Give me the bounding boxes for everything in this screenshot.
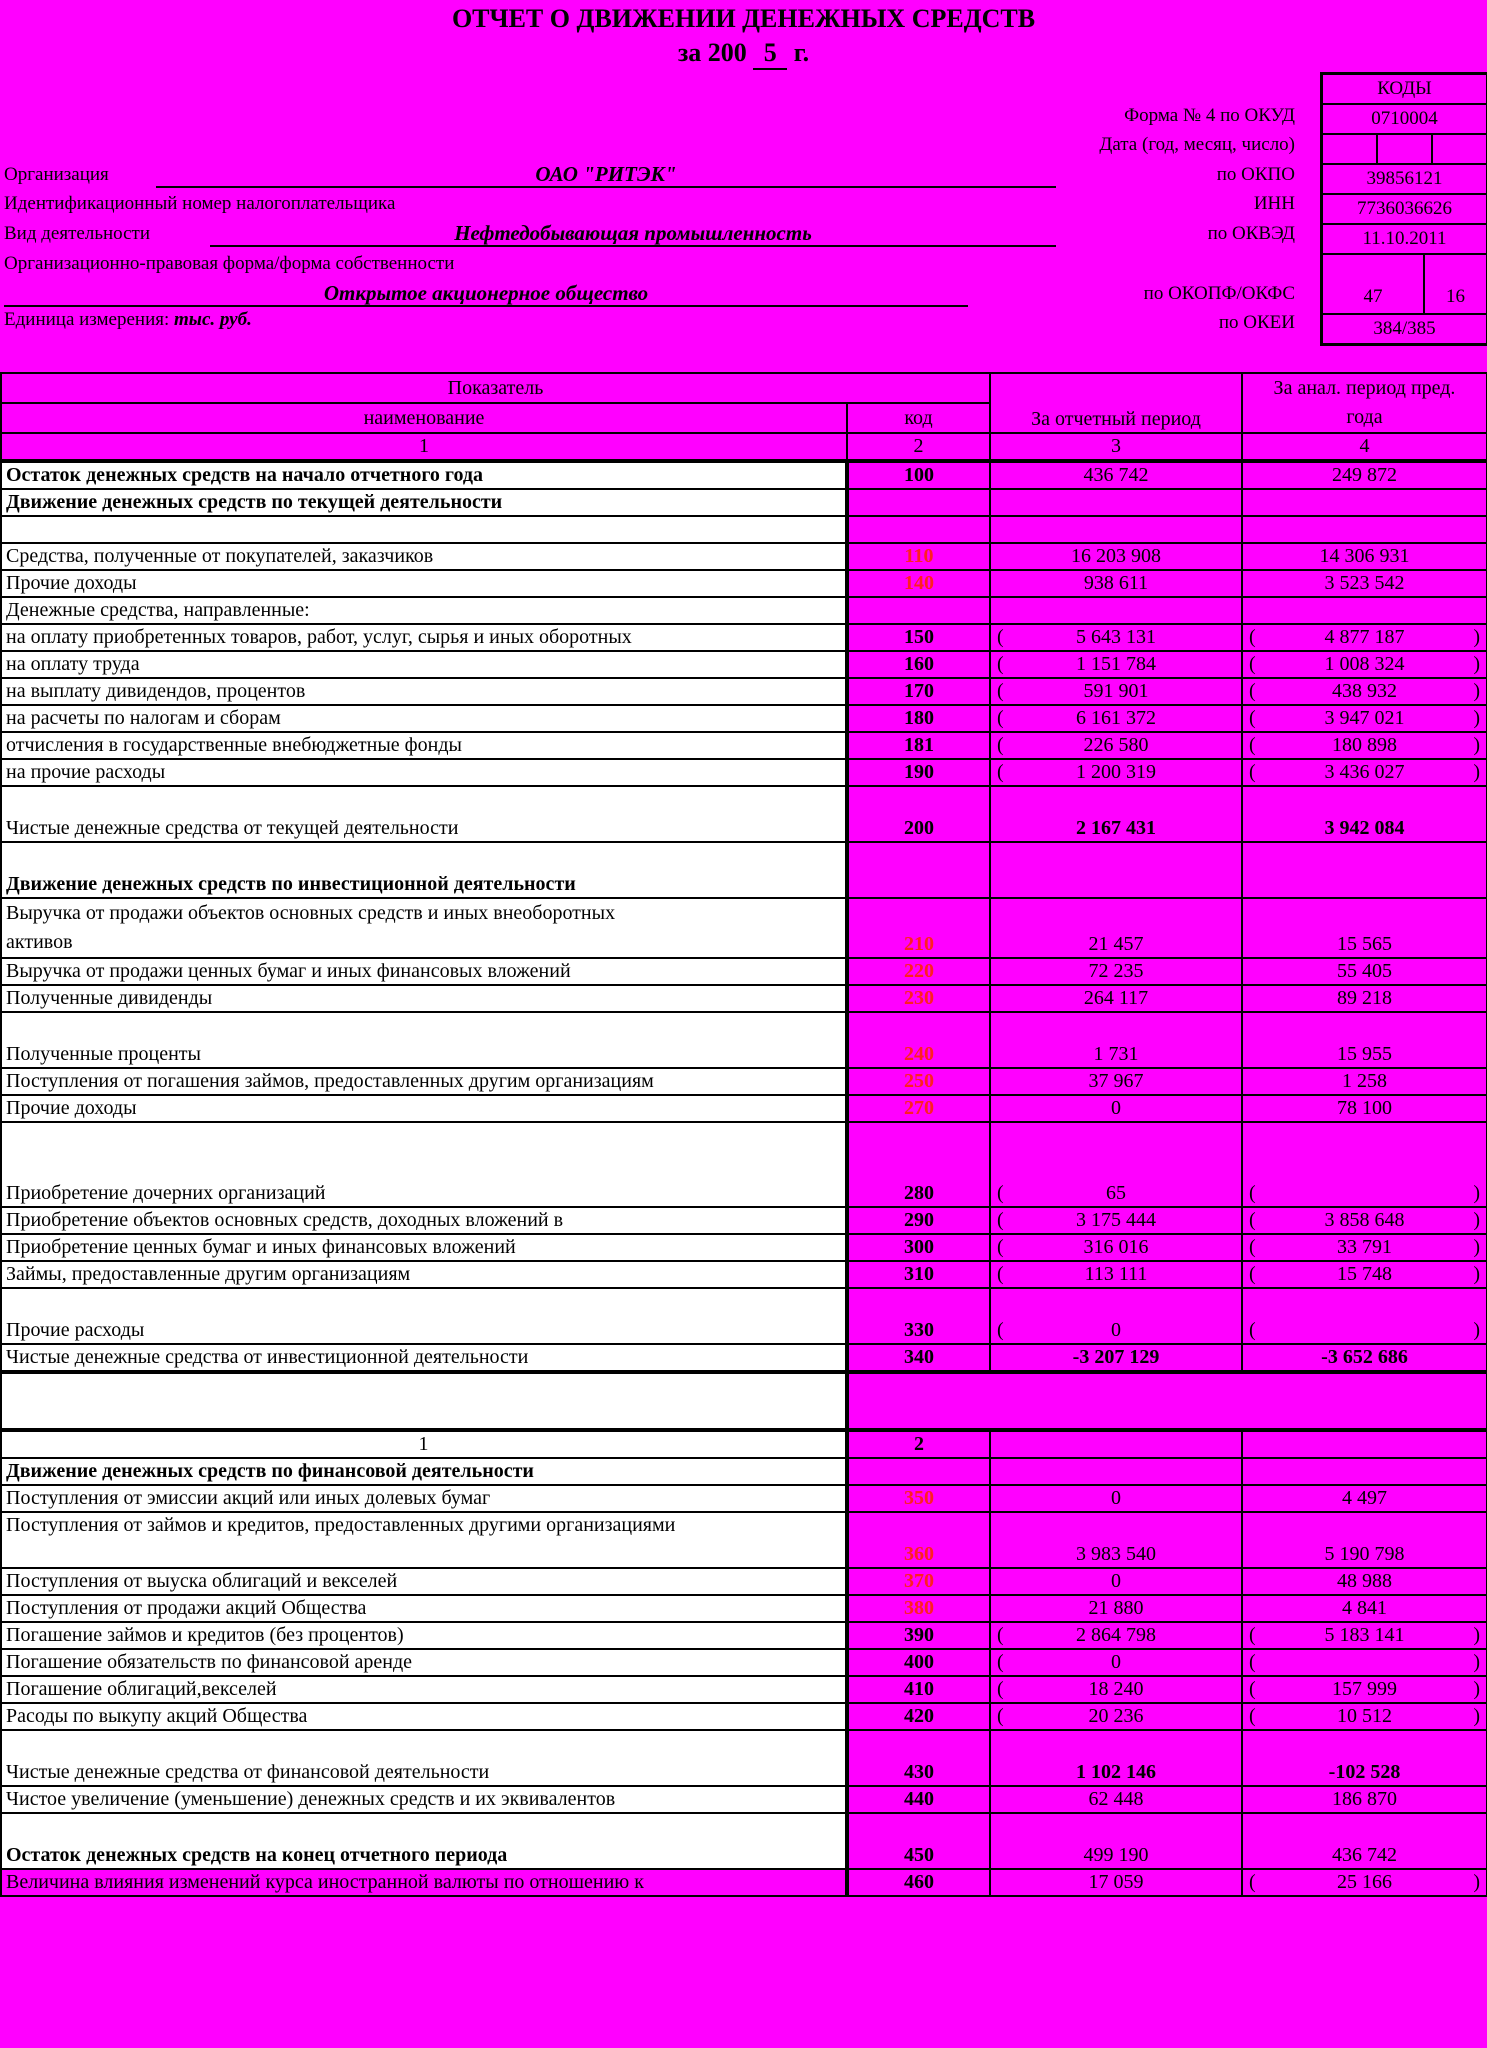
- row-current-value: 72 235: [990, 958, 1242, 985]
- row-previous-value: 3 947 021 ( ): [1242, 705, 1487, 732]
- inn-label: ИНН: [1253, 193, 1295, 214]
- table-row: [1, 1068, 1487, 1095]
- table-row: [1, 1207, 1487, 1234]
- row-num-3: [990, 1430, 1242, 1458]
- table-row: [1, 516, 1487, 543]
- table-row: [1, 624, 1487, 651]
- row-gap-right: [847, 1372, 1487, 1430]
- table-row: [1, 1458, 1487, 1485]
- row-name: Движение денежных средств по текущей деятельности: [1, 489, 847, 516]
- row-name: Займы, предоставленные другим организациям: [1, 1261, 847, 1288]
- row-code: 280: [847, 1122, 990, 1207]
- okud-label: Форма № 4 по ОКУД: [1124, 105, 1295, 126]
- row-name: Остаток денежных средств на начало отчетного года: [1, 461, 847, 489]
- row-current-value: [990, 489, 1242, 516]
- row-code: 430: [847, 1730, 990, 1786]
- row-current-value: 16 203 908: [990, 543, 1242, 570]
- table-row: [1, 461, 1487, 489]
- row-code: 400: [847, 1649, 990, 1676]
- row-name: на расчеты по налогам и сборам: [1, 705, 847, 732]
- row-code: 190: [847, 759, 990, 786]
- row-code: 240: [847, 1012, 990, 1068]
- row-current-value: 0: [990, 1485, 1242, 1512]
- row-name: на оплату труда: [1, 651, 847, 678]
- row-code: 450: [847, 1813, 990, 1869]
- row-previous-value: 15 955: [1242, 1012, 1487, 1068]
- row-current-value: 0 (: [990, 1288, 1242, 1344]
- row-current-value: 1 200 319 (: [990, 759, 1242, 786]
- table-row: [1, 570, 1487, 597]
- row-current-value: 65 (: [990, 1122, 1242, 1207]
- row-current-value: 62 448: [990, 1786, 1242, 1813]
- row-current-value: [990, 516, 1242, 543]
- row-name: Погашение займов и кредитов (без процентов): [1, 1622, 847, 1649]
- row-code: 250: [847, 1068, 990, 1095]
- row-previous-value: [1242, 842, 1487, 898]
- row-name: Полученные проценты: [1, 1012, 847, 1068]
- table-row: [1, 1703, 1487, 1730]
- row-current-value: 20 236 (: [990, 1703, 1242, 1730]
- row-previous-value: 180 898 ( ): [1242, 732, 1487, 759]
- row-name: отчисления в государственные внебюджетные фонды: [1, 732, 847, 759]
- table-row: [1, 842, 1487, 898]
- row-current-value: 499 190: [990, 1813, 1242, 1869]
- report-title: ОТЧЕТ О ДВИЖЕНИИ ДЕНЕЖНЫХ СРЕДСТВ: [451, 4, 1036, 33]
- row-previous-value: [1242, 1458, 1487, 1485]
- unit-label: Единица измерения: тыс. руб.: [4, 309, 252, 330]
- row-code: 180: [847, 705, 990, 732]
- row-previous-value: 15 748 ( ): [1242, 1261, 1487, 1288]
- row-code: 210: [847, 898, 990, 958]
- header-code: код: [847, 403, 990, 433]
- table-row: [1, 1430, 1487, 1458]
- row-name: Средства, полученные от покупателей, заказчиков: [1, 543, 847, 570]
- header-n3: 3: [990, 433, 1242, 461]
- row-name: Выручка от продажи объектов основных средств и иных внеоборотных активов: [1, 898, 847, 958]
- row-previous-value: 78 100: [1242, 1095, 1487, 1122]
- row-current-value: 316 016 (: [990, 1234, 1242, 1261]
- row-code: 140: [847, 570, 990, 597]
- row-previous-value: ( ): [1242, 1288, 1487, 1344]
- row-current-value: [990, 842, 1242, 898]
- row-name: Денежные средства, направленные:: [1, 597, 847, 624]
- table-row: [1, 1622, 1487, 1649]
- row-name: Расоды по выкупу акций Общества: [1, 1703, 847, 1730]
- row-num-1: 1: [1, 1430, 847, 1458]
- header-n2: 2: [847, 433, 990, 461]
- row-name: Движение денежных средств по финансовой деятельности: [1, 1458, 847, 1485]
- table-row: [1, 1261, 1487, 1288]
- table-row: [1, 1012, 1487, 1068]
- header-n1: 1: [1, 433, 847, 461]
- row-code: 160: [847, 651, 990, 678]
- okved-code: 11.10.2011: [1323, 225, 1486, 255]
- row-current-value: [990, 1458, 1242, 1485]
- row-current-value: 18 240 (: [990, 1676, 1242, 1703]
- row-code: 300: [847, 1234, 990, 1261]
- row-previous-value: 5 183 141 ( ): [1242, 1622, 1487, 1649]
- cash-flow-table: [0, 372, 1487, 1897]
- row-current-value: 0 (: [990, 1649, 1242, 1676]
- legal-form-value: Открытое акционерное общество: [4, 281, 968, 307]
- row-code: 410: [847, 1676, 990, 1703]
- row-current-value: 5 643 131 (: [990, 624, 1242, 651]
- report-period: за 200 5 г.: [0, 38, 1487, 70]
- row-code: 290: [847, 1207, 990, 1234]
- row-name: Поступления от займов и кредитов, предоставленных другими организациями: [1, 1512, 847, 1568]
- row-current-value: 6 161 372 (: [990, 705, 1242, 732]
- row-previous-value: 438 932 ( ): [1242, 678, 1487, 705]
- row-current-value: 591 901 (: [990, 678, 1242, 705]
- legal-form-label: Организационно-правовая форма/форма собственности: [4, 253, 455, 274]
- okved-label: по ОКВЭД: [1207, 223, 1295, 244]
- row-name: на прочие расходы: [1, 759, 847, 786]
- row-name: Приобретение объектов основных средств, доходных вложений в: [1, 1207, 847, 1234]
- table-row: [1, 705, 1487, 732]
- row-current-value: 21 457: [990, 898, 1242, 958]
- row-code: 310: [847, 1261, 990, 1288]
- row-current-value: -3 207 129: [990, 1344, 1242, 1372]
- row-code: 150: [847, 624, 990, 651]
- row-name: Прочие расходы: [1, 1288, 847, 1344]
- row-code: 460: [847, 1869, 990, 1896]
- row-previous-value: 48 988: [1242, 1568, 1487, 1595]
- row-current-value: 0: [990, 1095, 1242, 1122]
- table-row: [1, 1485, 1487, 1512]
- table-row: [1, 958, 1487, 985]
- row-current-value: 2 864 798 (: [990, 1622, 1242, 1649]
- row-code: 390: [847, 1622, 990, 1649]
- row-previous-value: 89 218: [1242, 985, 1487, 1012]
- row-name: Прочие доходы: [1, 570, 847, 597]
- row-previous-value: 3 436 027 ( ): [1242, 759, 1487, 786]
- table-row: [1, 597, 1487, 624]
- row-code: 110: [847, 543, 990, 570]
- row-previous-value: 249 872: [1242, 461, 1487, 489]
- row-current-value: 0: [990, 1568, 1242, 1595]
- row-name: Прочие доходы: [1, 1095, 847, 1122]
- org-label: Организация: [4, 164, 109, 185]
- row-code: 181: [847, 732, 990, 759]
- row-previous-value: 436 742: [1242, 1813, 1487, 1869]
- row-previous-value: 4 877 187 ( ): [1242, 624, 1487, 651]
- row-name: Поступления от эмиссии акций или иных долевых бумаг: [1, 1485, 847, 1512]
- row-previous-value: ( ): [1242, 1649, 1487, 1676]
- table-row: [1, 1730, 1487, 1786]
- row-name: Поступления от выуска облигаций и векселей: [1, 1568, 847, 1595]
- okei-label: по ОКЕИ: [1218, 312, 1295, 333]
- row-previous-value: 3 942 084: [1242, 786, 1487, 842]
- date-code: [1323, 135, 1486, 165]
- row-previous-value: [1242, 597, 1487, 624]
- row-previous-value: 33 791 ( ): [1242, 1234, 1487, 1261]
- row-previous-value: 4 841: [1242, 1595, 1487, 1622]
- row-name: [1, 516, 847, 543]
- row-name: на оплату приобретенных товаров, работ, услуг, сырья и иных оборотных: [1, 624, 847, 651]
- row-code: 170: [847, 678, 990, 705]
- row-current-value: 1 151 784 (: [990, 651, 1242, 678]
- row-code: 330: [847, 1288, 990, 1344]
- row-gap: [1, 1372, 847, 1430]
- row-previous-value: 1 008 324 ( ): [1242, 651, 1487, 678]
- row-num-2: 2: [847, 1430, 990, 1458]
- header-previous: За анал. период пред. года: [1242, 373, 1487, 433]
- row-current-value: 1 731: [990, 1012, 1242, 1068]
- row-current-value: 436 742: [990, 461, 1242, 489]
- inn-code: 7736036626: [1323, 195, 1486, 225]
- okei-code: 384/385: [1373, 318, 1436, 339]
- row-name: Полученные дивиденды: [1, 985, 847, 1012]
- row-code: 380: [847, 1595, 990, 1622]
- row-previous-value: -102 528: [1242, 1730, 1487, 1786]
- row-code: 420: [847, 1703, 990, 1730]
- row-name: Остаток денежных средств на конец отчетного периода: [1, 1813, 847, 1869]
- row-current-value: [990, 597, 1242, 624]
- row-current-value: 226 580 (: [990, 732, 1242, 759]
- row-previous-value: 3 858 648 ( ): [1242, 1207, 1487, 1234]
- row-current-value: 2 167 431: [990, 786, 1242, 842]
- row-previous-value: 14 306 931: [1242, 543, 1487, 570]
- okopf-label: по ОКОПФ/ОКФС: [1143, 283, 1295, 304]
- table-row: [1, 543, 1487, 570]
- row-name: Величина влияния изменений курса иностранной валюты по отношению к: [1, 1869, 847, 1896]
- table-row: [1, 1786, 1487, 1813]
- row-code: 230: [847, 985, 990, 1012]
- row-previous-value: 186 870: [1242, 1786, 1487, 1813]
- row-name: Чистые денежные средства от текущей деятельности: [1, 786, 847, 842]
- row-previous-value: 157 999 ( ): [1242, 1676, 1487, 1703]
- row-current-value: 37 967: [990, 1068, 1242, 1095]
- row-previous-value: [1242, 516, 1487, 543]
- row-name: Погашение облигаций,векселей: [1, 1676, 847, 1703]
- row-previous-value: 15 565: [1242, 898, 1487, 958]
- codes-header: КОДЫ: [1323, 75, 1486, 105]
- row-previous-value: 55 405: [1242, 958, 1487, 985]
- row-previous-value: 4 497: [1242, 1485, 1487, 1512]
- row-code: [847, 516, 990, 543]
- row-code: 200: [847, 786, 990, 842]
- row-current-value: 264 117: [990, 985, 1242, 1012]
- row-current-value: 3 175 444 (: [990, 1207, 1242, 1234]
- row-current-value: 17 059: [990, 1869, 1242, 1896]
- header-current: За отчетный период: [990, 373, 1242, 433]
- okopf-okfs-code: 47 16: [1323, 255, 1486, 315]
- row-name: Чистые денежные средства от финансовой деятельности: [1, 1730, 847, 1786]
- table-row: [1, 1869, 1487, 1896]
- row-code: [847, 1458, 990, 1485]
- table-row: [1, 651, 1487, 678]
- row-code: [847, 489, 990, 516]
- row-name: Поступления от погашения займов, предоставленных другим организациям: [1, 1068, 847, 1095]
- row-name: Приобретение ценных бумаг и иных финансовых вложений: [1, 1234, 847, 1261]
- table-row: [1, 786, 1487, 842]
- table-row: [1, 1288, 1487, 1344]
- okpo-code: 39856121: [1323, 165, 1486, 195]
- table-row: [1, 1676, 1487, 1703]
- table-row: [1, 1595, 1487, 1622]
- row-previous-value: -3 652 686: [1242, 1344, 1487, 1372]
- row-current-value: 938 611: [990, 570, 1242, 597]
- table-row: [1, 898, 1487, 958]
- header-indicator: Показатель: [1, 373, 990, 403]
- header-name: наименование: [1, 403, 847, 433]
- row-code: 360: [847, 1512, 990, 1568]
- table-row: [1, 1512, 1487, 1568]
- table-row: [1, 985, 1487, 1012]
- org-value: ОАО "РИТЭК": [156, 162, 1056, 188]
- row-previous-value: ( ): [1242, 1122, 1487, 1207]
- row-name: Движение денежных средств по инвестиционной деятельности: [1, 842, 847, 898]
- date-label: Дата (год, месяц, число): [1099, 134, 1295, 155]
- table-row: [1, 1372, 1487, 1430]
- table-row: [1, 759, 1487, 786]
- row-current-value: 113 111 (: [990, 1261, 1242, 1288]
- table-row: [1, 1095, 1487, 1122]
- table-row: [1, 1568, 1487, 1595]
- table-row: [1, 732, 1487, 759]
- row-name: Выручка от продажи ценных бумаг и иных финансовых вложений: [1, 958, 847, 985]
- row-name: Чистое увеличение (уменьшение) денежных средств и их эквивалентов: [1, 1786, 847, 1813]
- codes-box: [1320, 72, 1487, 346]
- row-current-value: 3 983 540: [990, 1512, 1242, 1568]
- row-previous-value: [1242, 489, 1487, 516]
- row-name: Поступления от продажи акций Общества: [1, 1595, 847, 1622]
- row-num-4: [1242, 1430, 1487, 1458]
- okpo-label: по ОКПО: [1216, 164, 1295, 185]
- row-name: Чистые денежные средства от инвестиционной деятельности: [1, 1344, 847, 1372]
- row-previous-value: 25 166 ( ): [1242, 1869, 1487, 1896]
- row-code: 440: [847, 1786, 990, 1813]
- table-row: [1, 489, 1487, 516]
- row-code: 350: [847, 1485, 990, 1512]
- table-row: [1, 1344, 1487, 1372]
- activity-label: Вид деятельности: [4, 223, 151, 244]
- row-previous-value: 5 190 798: [1242, 1512, 1487, 1568]
- table-row: [1, 678, 1487, 705]
- row-code: 220: [847, 958, 990, 985]
- row-code: [847, 597, 990, 624]
- row-code: 370: [847, 1568, 990, 1595]
- header-n4: 4: [1242, 433, 1487, 461]
- row-name: на выплату дивидендов, процентов: [1, 678, 847, 705]
- row-previous-value: 3 523 542: [1242, 570, 1487, 597]
- row-previous-value: 1 258: [1242, 1068, 1487, 1095]
- row-previous-value: 10 512 ( ): [1242, 1703, 1487, 1730]
- okud-code: 0710004: [1323, 105, 1486, 135]
- row-name: Погашение обязательств по финансовой аренде: [1, 1649, 847, 1676]
- row-code: 270: [847, 1095, 990, 1122]
- row-code: 100: [847, 461, 990, 489]
- table-row: [1, 1122, 1487, 1207]
- table-row: [1, 1649, 1487, 1676]
- report-year: 5: [753, 38, 787, 70]
- row-current-value: 1 102 146: [990, 1730, 1242, 1786]
- inn-long-label: Идентификационный номер налогоплательщика: [4, 193, 396, 214]
- row-name: Приобретение дочерних организаций: [1, 1122, 847, 1207]
- row-code: [847, 842, 990, 898]
- row-code: 340: [847, 1344, 990, 1372]
- row-current-value: 21 880: [990, 1595, 1242, 1622]
- activity-value: Нефтедобывающая промышленность: [210, 221, 1056, 247]
- table-row: [1, 1813, 1487, 1869]
- table-row: [1, 1234, 1487, 1261]
